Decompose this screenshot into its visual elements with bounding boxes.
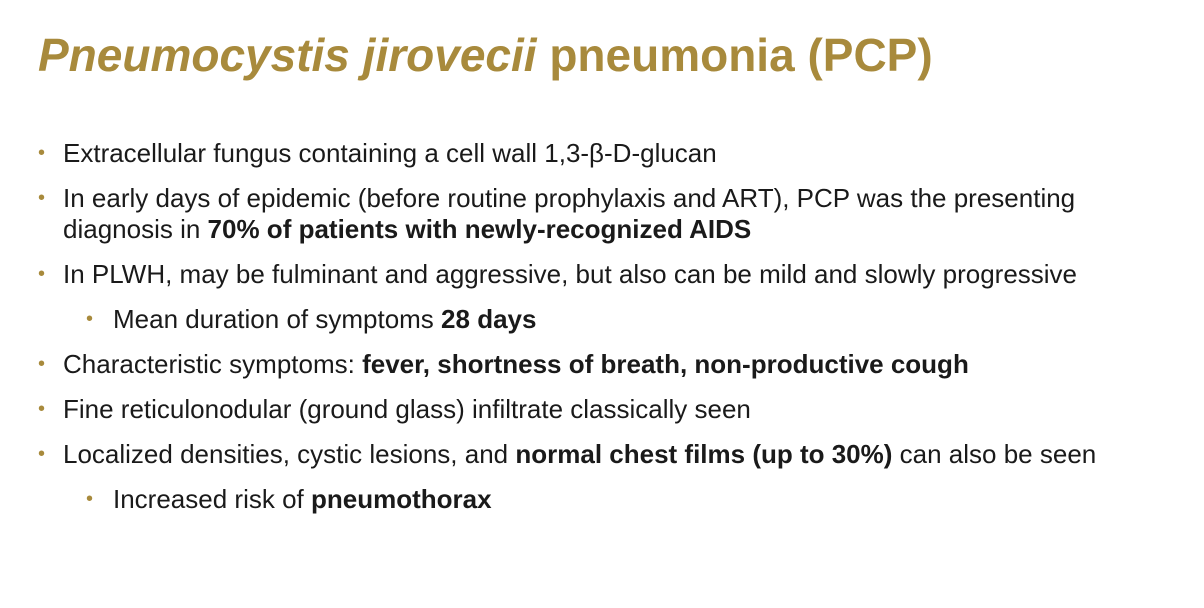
bullet-item: [38, 138, 1178, 169]
bullet-text: In early days of epidemic (before routine prophylaxis and ART), PCP was the presenting diagnosis in: [63, 183, 1076, 244]
bullet-text-bold: fever, shortness of breath, non-productive cough: [362, 349, 969, 379]
bullet-text-bold: normal chest films (up to 30%): [515, 439, 893, 469]
bullet-dot-icon: •: [38, 353, 46, 375]
sub-bullet-item: [38, 304, 1178, 335]
bullet-dot-icon: •: [38, 263, 46, 285]
bullet-text: Characteristic symptoms:: [63, 349, 363, 379]
bullet-item: [38, 439, 1178, 470]
bullet-item: [38, 259, 1178, 290]
bullet-item: [38, 183, 1178, 245]
bullet-text: In PLWH, may be fulminant and aggressive, but also can be mild and slowly progressive: [63, 259, 1078, 289]
bullet-item: [38, 394, 1178, 425]
bullet-dot-icon: •: [86, 308, 94, 330]
bullet-text: Mean duration of symptoms: [113, 304, 442, 334]
bullet-item: [38, 349, 1178, 380]
bullet-text: Extracellular fungus containing a cell wall 1,3-β-D-glucan: [63, 138, 717, 168]
bullet-dot-icon: •: [86, 488, 94, 510]
bullet-dot-icon: •: [38, 187, 46, 209]
bullet-dot-icon: •: [38, 443, 46, 465]
bullet-text: Fine reticulonodular (ground glass) infiltrate classically seen: [63, 394, 751, 424]
bullet-list: [38, 138, 1178, 529]
bullet-text: can also be seen: [892, 439, 1097, 469]
bullet-text: Increased risk of: [113, 484, 311, 514]
bullet-text-bold: pneumothorax: [310, 484, 492, 514]
title-organism-name: Pneumocystis jirovecii: [38, 29, 537, 81]
sub-bullet-item: [38, 484, 1178, 515]
bullet-text-bold: 28 days: [441, 304, 537, 334]
title-rest: pneumonia (PCP): [536, 29, 933, 81]
bullet-text: Localized densities, cystic lesions, and: [63, 439, 516, 469]
bullet-text-bold: 70% of patients with newly-recognized AIDS: [207, 214, 752, 244]
slide-title: [38, 28, 933, 83]
bullet-dot-icon: •: [38, 142, 46, 164]
bullet-dot-icon: •: [38, 398, 46, 420]
